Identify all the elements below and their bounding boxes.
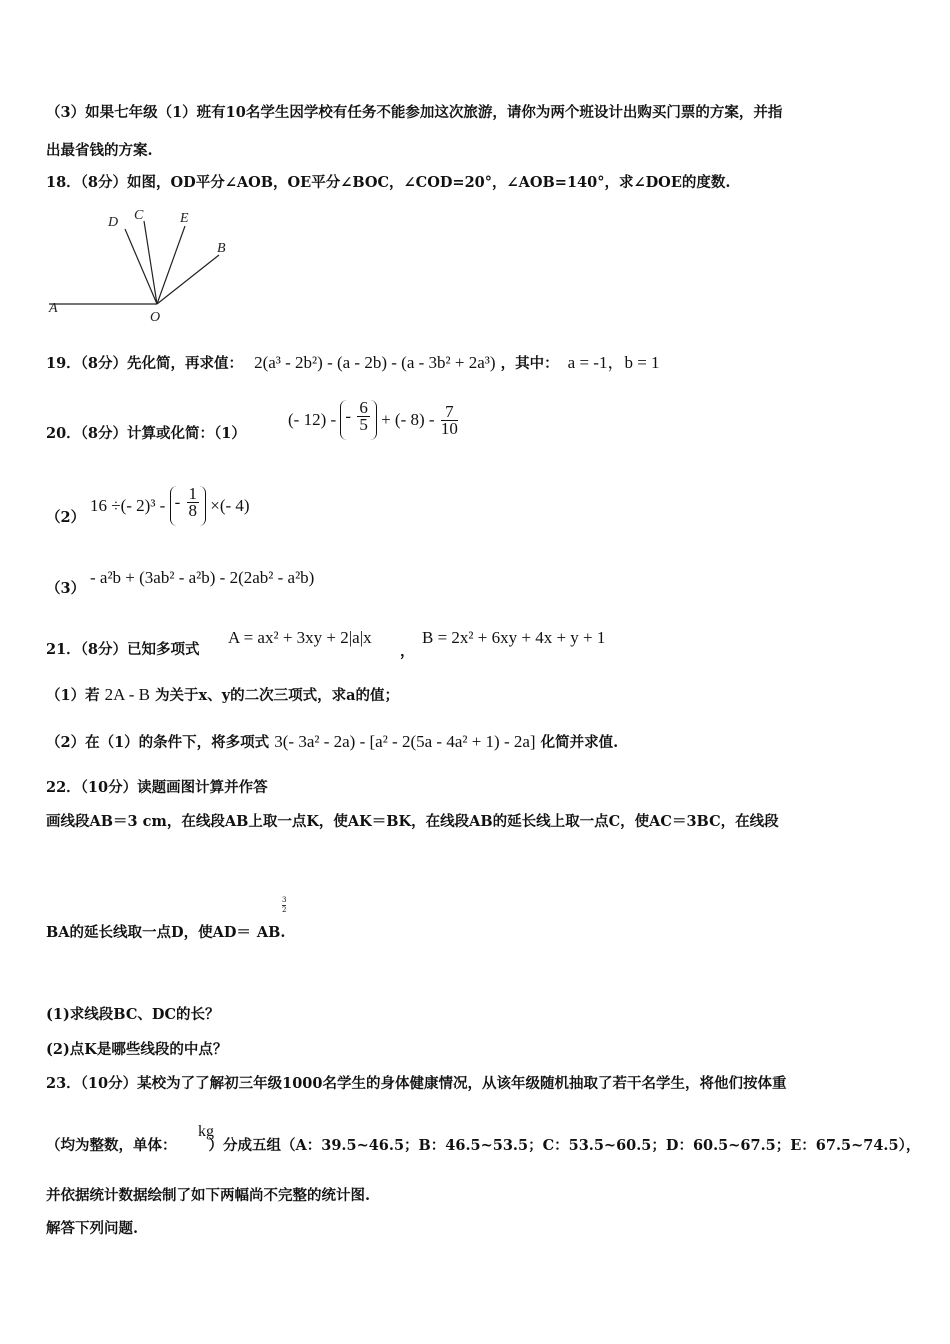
q23-unit-kg: kg [198, 1123, 214, 1140]
q20-abs-1: - $\frac{6}{5}$ [340, 400, 376, 440]
q19-condition: a = -1，b = 1 [567, 353, 660, 372]
frac-1-8: $\frac{1}{8}$ [188, 484, 197, 520]
q17-line2: 出最省钱的方案. [46, 142, 153, 159]
q19-mid: ，其中： [500, 355, 559, 372]
q22-sub1: (1)求线段BC、DC的长？ [46, 1006, 220, 1023]
q20-prefix: 20．（8分）计算或化简：（1） [46, 425, 246, 442]
ray-oc [144, 221, 157, 304]
q18-text: 18．（8分）如图，OD平分∠AOB，OE平分∠BOC，∠COD=20°，∠AOB=140°，求∠DOE的度数. [46, 174, 731, 191]
q23-line4: 解答下列问题. [46, 1220, 139, 1237]
label-o: O [150, 310, 161, 325]
label-e: E [180, 211, 189, 226]
q20-abs-2: - $\frac{1}{8}$ [170, 486, 206, 526]
q20-part2-expression: 16 ÷(- 2)³ - - $\frac{1}{8}$ ×(- 4) [90, 486, 250, 526]
q21-expr-b: B = 2x² + 6xy + 4x + y + 1 [422, 628, 606, 647]
q20-part1-expression: (- 12) - - $\frac{6}{5}$ + (- 8) - $\frac{7}{10}$ [288, 400, 460, 440]
q17-line1: （3）如果七年级（1）班有10名学生因学校有任务不能参加这次旅游，请你为两个班设计出购买门票的方案，并指 [46, 104, 783, 121]
q21-comma: ， [400, 643, 415, 660]
q22-fraction-3-2: $\frac{3}{2}$ [282, 896, 287, 914]
q22-line2: BA的延长线取一点D，使AD＝ AB. [46, 924, 286, 941]
q21-sub1: （1）若 2A - B 为关于x、y的二次三项式，求a的值； [46, 685, 400, 704]
q20-label2: （2） [46, 509, 86, 526]
q21-prefix: 21．（8分）已知多项式 [46, 641, 200, 658]
q21-sub1-expression: 2A - B [104, 685, 150, 704]
q21-sub2: （2）在（1）的条件下，将多项式 3(- 3a² - 2a) - [a² - 2(5a - 4a² + 1) - 2a] 化简并求值. [46, 732, 619, 751]
q19-prefix: 19．（8分）先化简，再求值： [46, 355, 244, 372]
q22-sub2: (2)点K是哪些线段的中点？ [46, 1041, 228, 1058]
q22-line1: 画线段AB＝3 cm，在线段AB上取一点K，使AK＝BK，在线段AB的延长线上取一点C，使AC＝3BC，在线段 [46, 813, 779, 830]
q22-title: 22．（10分）读题画图计算并作答 [46, 779, 268, 796]
q21-sub2-expression: 3(- 3a² - 2a) - [a² - 2(5a - 4a² + 1) - 2a] [274, 732, 536, 751]
q19-expression: 2(a³ - 2b²) - (a - 2b) - (a - 3b² + 2a³) [254, 353, 496, 372]
q21-expr-a: A = ax² + 3xy + 2|a|x [228, 628, 372, 647]
frac-6-5: $\frac{6}{5}$ [359, 398, 368, 434]
q20-part3-expression: - a²b + (3ab² - a²b) - 2(2ab² - a²b) [90, 568, 315, 587]
q23-line3: 并依据统计数据绘制了如下两幅尚不完整的统计图. [46, 1187, 371, 1204]
q20-label3: （3） [46, 580, 86, 597]
q23-line1: 23．（10分）某校为了了解初三年级1000名学生的身体健康情况，从该年级随机抽取了若干名学生，将他们按体重 [46, 1075, 787, 1092]
label-c: C [134, 208, 144, 223]
q19-line [46, 353, 660, 374]
q20-line1 [46, 424, 246, 444]
q23-line2: （均为整数，单体： ）分成五组（A：39.5~46.5；B：46.5~53.5；C：53.5~60.5；D：60.5~67.5；E：67.5~74.5）， [46, 1137, 921, 1154]
label-b: B [217, 241, 226, 256]
ray-od [125, 229, 157, 304]
label-a: A [49, 301, 58, 316]
angle-figure [44, 200, 236, 328]
label-d: D [108, 215, 119, 230]
frac-7-10: $\frac{7}{10}$ [440, 401, 458, 438]
